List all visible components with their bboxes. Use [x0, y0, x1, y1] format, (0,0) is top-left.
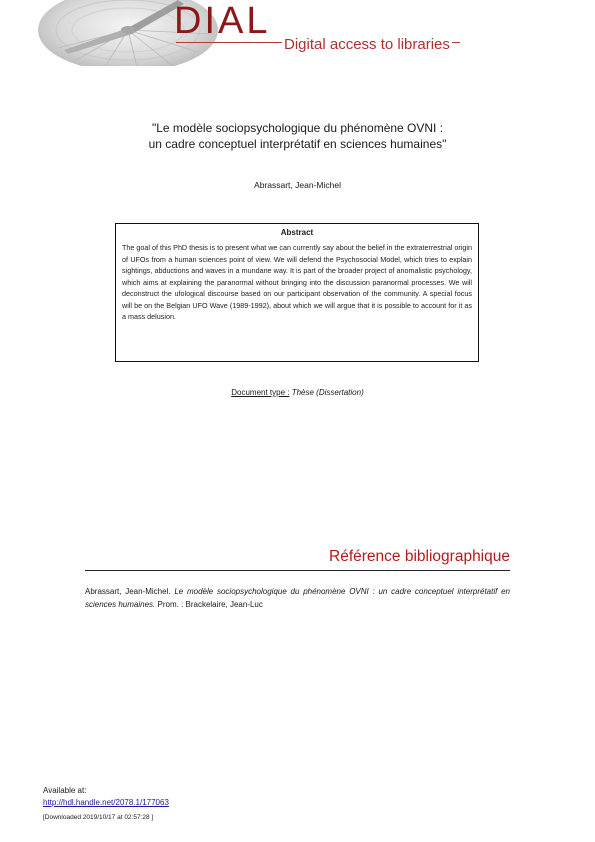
- dial-tagline: Digital access to libraries: [284, 36, 450, 53]
- reference-divider: [85, 570, 510, 571]
- title-line-1: "Le modèle sociopsychologique du phénomène OVNI :: [151, 121, 444, 135]
- dial-logo: DIAL: [174, 0, 271, 42]
- abstract-text: The goal of this PhD thesis is to present what we can currently say about the belief in the extraterrestrial origin of UFOs from a human sciences point of view. We will defend the Psychosocial Model, which tries to explain sightings, abductions and waves in a mundane way. It is part of the broader project of anomalistic psychology, which aims at explaining the paranormal without bringing into the discussion paranormal processes. We will deconstruct the ufological discourse based on our participant observation of the community. A special focus will be on the Belgian UFO Wave (1989-1992), about which we will argue that it is possible to account for it as a mass delusion.: [122, 243, 472, 321]
- abstract-heading: Abstract: [280, 228, 314, 237]
- reference-heading: Référence bibliographique: [329, 548, 510, 565]
- available-at-label: Available at:: [43, 786, 87, 795]
- citation-author: Abrassart, Jean-Michel.: [85, 587, 171, 596]
- abstract-box: [115, 223, 479, 362]
- bibliographic-citation: [85, 586, 510, 611]
- citation-title: Le modèle sociopsychologique du phénomène OVNI : un cadre conceptuel interprétatif en sciences humaines.: [85, 587, 511, 609]
- document-title: [60, 120, 535, 152]
- title-line-2: un cadre conceptuel interprétatif en sciences humaines": [148, 137, 447, 151]
- document-type: [60, 388, 535, 397]
- header-banner: [0, 0, 595, 66]
- handle-link[interactable]: http://hdl.handle.net/2078.1/177063: [43, 798, 169, 807]
- download-timestamp: [Downloaded 2019/10/17 at 02:57:28 ]: [43, 814, 154, 821]
- document-type-value: Thèse (Dissertation): [291, 388, 364, 397]
- document-type-label: Document type :: [231, 388, 290, 397]
- citation-promoter: Prom. : Brackelaire, Jean-Luc: [157, 599, 263, 609]
- author-name: Abrassart, Jean-Michel: [254, 180, 341, 190]
